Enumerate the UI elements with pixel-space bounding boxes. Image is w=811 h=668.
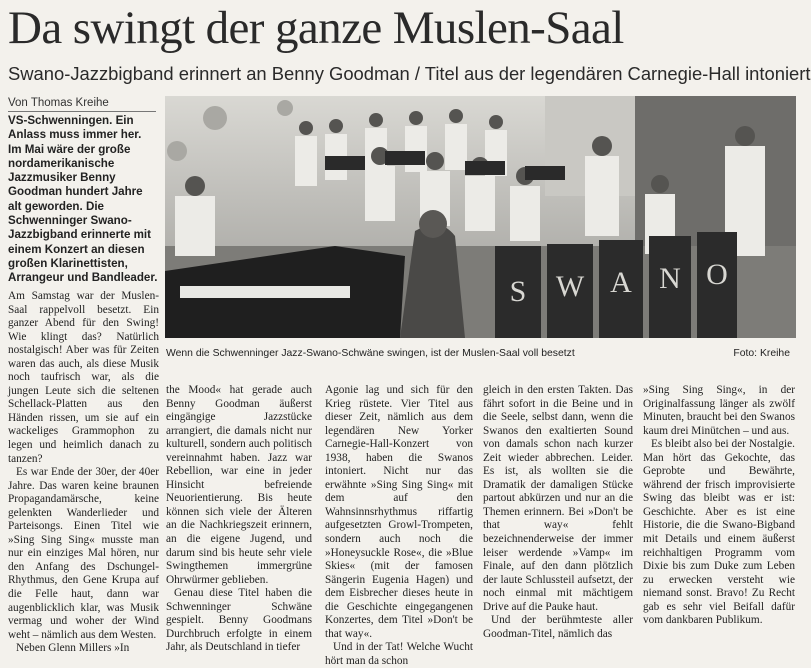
headline: Da swingt der ganze Muslen-Saal xyxy=(8,2,624,54)
article-column-5 xyxy=(643,384,795,627)
lead-text: VS-Schwenningen. Ein Anlass muss immer her. Im Mai wäre der große nordamerikanische Jazzmusiker Benny Goodman hundert Jahre alt geworden. Die Schwenninger Swano-Jazzbigband erinnerte mit einem Konzert an diesen großen Klarinettisten, Arrangeur und Bandleader. xyxy=(8,114,158,285)
paragraph: Am Samstag war der Muslen-Saal rappelvoll besetzt. Ein ganzer Abend für den Swing! Wie klingt das? Natürlich nostalgisch! Aber was für Zeiten waren das auch, als diese Musik noch taufrisch war, als die jungen Leute sich die seltenen Schellack-Platten aus den Händen rissen, um sie auf ein wackeliges Grammophon zu legen und heimlich danach zu tanzen? xyxy=(8,290,159,465)
stand-letter-w: W xyxy=(555,270,585,303)
stand-letter-n: N xyxy=(659,262,681,295)
lead-paragraph xyxy=(8,114,158,286)
paragraph: Genau diese Titel haben die Schwenninger Schwäne gespielt. Benny Goodmans Durchbruch erfolgte in einem Jahr, als Deutschland in tiefer xyxy=(166,587,312,654)
article-column-1 xyxy=(8,290,159,655)
band-photo xyxy=(165,96,796,338)
article-column-3 xyxy=(325,384,473,667)
paragraph: the Mood« hat gerade auch Benny Goodman äußerst eingängige Jazzstücke arrangiert, die damals nicht nur kulturell, sondern auch politisch vereinnahmt haben. Jazz war Rebellion, war eine in jeder Hinsicht befreiende Neuorientierung. Bis heute können sich viele der Älteren an die Nachkriegszeit erinnern, an die eigene Jugend, und darum sind bis heute sehr viele Swingthemen immergrüne Ohrwürmer geblieben. xyxy=(166,384,312,586)
byline: Von Thomas Kreihe xyxy=(8,97,109,109)
photo-credit: Foto: Kreihe xyxy=(733,348,790,359)
article-column-4 xyxy=(483,384,633,640)
paragraph: gleich in den ersten Takten. Das fährt sofort in die Beine und in die Seele, selbst dann, wenn die Swanos den exaltierten Sound von damals schon nach kurzer Zeit wieder abbrechen. Leider. Es ist, als wollten sie die Dramatik der damaligen Stücke partout abkürzen und nur an die Themen erinnern. Bei »Don't be that way« fehlt bezeichnenderweise der immer leiser werdende »Vamp« im Finale, auf den dann plötzlich der laute Schlussteil aufsetzt, der noch einmal mit mächtigem Drive auf die Pauke haut. xyxy=(483,384,633,613)
paragraph: »Sing Sing Sing«, in der Originalfassung länger als zwölf Minuten, braucht bei den Swanos kaum drei Minütchen – und aus. xyxy=(643,384,795,437)
paragraph: Neben Glenn Millers »In xyxy=(16,642,130,655)
paragraph: Und in der Tat! Welche Wucht hört man da schon xyxy=(325,641,473,667)
byline-rule xyxy=(8,111,156,112)
paragraph: Es bleibt also bei der Nostalgie. Man hört das Gekochte, das Geprobte und Bewährte, während der frisch improvisierte Swing das bleibt was er ist: Geschichte. Aber es ist eine Historie, die die Swano-Bigband mit Details und einem äußerst reichhaltigen Programm vom Dixie bis zum Duke zum Leben zu erwecken versteht wie niemand sonst. Bravo! Zu Recht gab es sehr viel Beifall dafür vom dankbaren Publikum. xyxy=(643,438,795,627)
stand-letter-a: A xyxy=(610,266,632,299)
stand-letter-s: S xyxy=(509,275,527,308)
paragraph: Es war Ende der 30er, der 40er Jahre. Das waren keine braunen Propagandamärsche, keine gelenkten Wanderlieder und Parteisongs. Einen Titel wie »Sing Sing Sing« musste man nur ein einziges Mal hören, nur den Anfang des Dschungel-Rhythmus, den Gene Krupa auf die Felle haut, dann war augenblicklich klar, was Musik vermag und woher der Wind weht – nämlich aus dem Westen. xyxy=(8,466,159,641)
stand-letter-o: O xyxy=(706,258,728,291)
paragraph: Agonie lag und sich für den Krieg rüstete. Vier Titel aus dieser Zeit, nämlich aus dem legendären New Yorker Carnegie-Hall-Konzert von 1938, haben die Swanos intoniert. Nicht nur das erwähnte »Sing Sing Sing« mit dem auf den Wahnsinnsrhythmus riffartig aufgesetzten Growl-Trompeten, sondern auch noch die »Honeysuckle Rose«, die »Blue Skies« (mit der famosen Sängerin Eugenia Hagen) und dem Eisbrecher dieses heute in die Geschichte eingegangenen Konzertes, dem Titel »Don't be that way«. xyxy=(325,384,473,640)
subheadline: Swano-Jazzbigband erinnert an Benny Goodman / Titel aus der legendären Carnegie-Hall intoniert xyxy=(8,63,811,84)
article-column-2 xyxy=(166,384,312,654)
photo-caption: Wenn die Schwenninger Jazz-Swano-Schwäne swingen, ist der Muslen-Saal voll besetzt xyxy=(166,348,575,359)
paragraph: Und der berühmteste aller Goodman-Titel, nämlich das xyxy=(483,614,633,640)
band-photo-illustration xyxy=(165,96,796,338)
